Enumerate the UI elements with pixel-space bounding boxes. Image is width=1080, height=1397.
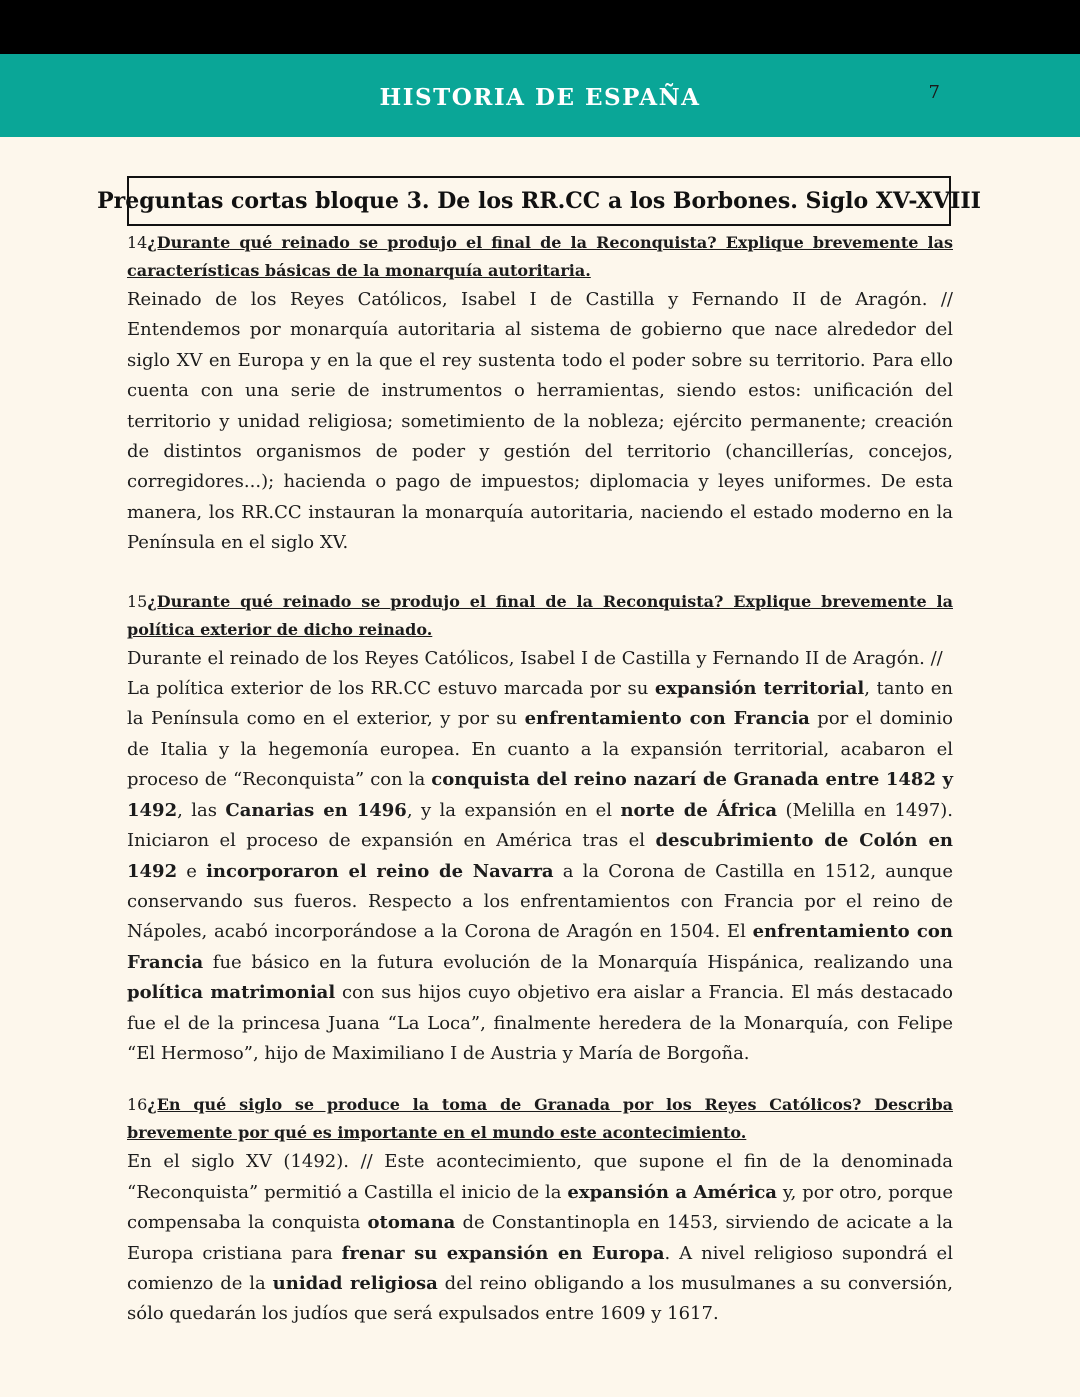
answer-bold-text: política matrimonial	[127, 982, 336, 1004]
answer-bold-text: conquista del reino nazarí de Granada entre 1482 y 1492	[127, 769, 953, 821]
page-content	[127, 229, 953, 1330]
answer-text: a la Corona de Castilla en 1512, aunque conservando sus fueros. Respecto a los enfrentamientos con Francia por el reino de Nápoles, acabó incorporándose a la Corona de Aragón en 1504. El	[127, 860, 953, 943]
answer-text: con sus hijos cuyo objetivo era aislar a Francia. El más destacado fue el de la princesa Juana “La Loca”, finalmente heredera de la Monarquía, con Felipe “El Hermoso”, hijo de Maximiliano I de Austria y María de Borgoña.	[127, 982, 953, 1064]
answer-text: , tanto en la Península como en el exterior, y por su	[127, 678, 953, 730]
answer-bold-text: otomana	[367, 1212, 456, 1234]
answer-text: (Melilla en 1497). Iniciaron el proceso de expansión en América tras el	[127, 799, 954, 852]
top-black-bar	[0, 0, 1080, 54]
question-text: ¿En qué siglo se produce la toma de Granada por los Reyes Católicos? Describa brevemente por qué es importante en el mundo este acontecimiento.	[127, 1095, 953, 1143]
answer-text: por el dominio de Italia y la hegemonía europea. En cuanto a la expansión territorial, acabaron el proceso de “Reconquista” con la	[127, 708, 953, 791]
question-number: 14	[127, 233, 148, 252]
page-header	[0, 54, 1080, 137]
page-number: 7	[928, 82, 940, 103]
answer-text: de Constantinopla en 1453, sirviendo de acicate a la Europa cristiana para	[127, 1212, 953, 1264]
question-number: 15	[127, 591, 148, 611]
answer-bold-text: expansión territorial	[654, 678, 865, 700]
question-15-answer	[127, 674, 953, 1069]
answer-bold-text: unidad religiosa	[272, 1272, 438, 1294]
section-title-box	[97, 176, 981, 226]
question-text: ¿Durante qué reinado se produjo el final de la Reconquista? Explique brevemente las características básicas de la monarquía autoritaria.	[127, 233, 953, 280]
header-title: HISTORIA DE ESPAÑA	[379, 84, 701, 111]
answer-text: En el siglo XV (1492). // Este acontecimiento, que supone el fin de la denominada “Reconquista” permitió a Castilla el inicio de la	[127, 1151, 953, 1203]
question-15-answer-intro: Durante el reinado de los Reyes Católicos, Isabel I de Castilla y Fernando II de Aragón. //	[127, 647, 943, 669]
answer-bold-text: expansión a América	[567, 1181, 777, 1203]
question-16-heading	[127, 1091, 953, 1147]
answer-bold-text: norte de África	[620, 799, 778, 821]
answer-text: La política exterior de los RR.CC estuvo marcada por su	[127, 678, 655, 700]
answer-text: . A nivel religioso supondrá el comienzo de la	[127, 1242, 953, 1294]
answer-text: fue básico en la futura evolución de la Monarquía Hispánica, realizando una	[203, 951, 953, 973]
answer-text: e	[177, 860, 207, 882]
question-14-heading	[127, 229, 953, 285]
question-15-heading	[127, 588, 953, 644]
question-14-answer	[127, 285, 953, 559]
answer-bold-text: Canarias en 1496	[225, 799, 407, 821]
question-16-answer	[127, 1147, 953, 1329]
section-title: Preguntas cortas bloque 3. De los RR.CC a los Borbones. Siglo XV-XVIII	[97, 188, 981, 214]
answer-text: , las	[177, 799, 226, 821]
answer-text: y, por otro, porque compensaba la conquista	[127, 1181, 953, 1234]
answer-text: , y la expansión en el	[406, 799, 621, 821]
answer-bold-text: enfrentamiento con Francia	[524, 708, 810, 730]
answer-text: Reinado de los Reyes Católicos, Isabel I de Castilla y Fernando II de Aragón. // Entendemos por monarquía autoritaria al sistema de gobierno que nace alrededor del siglo XV en Europa y en la que el rey sustenta todo el poder sobre su territorio. Para ello cuenta con una serie de instrumentos o herramientas, siendo estos: unificación del territorio y unidad religiosa; sometimiento de la nobleza; ejército permanente; creación de distintos organismos de poder y gestión del territorio (chancillerías, concejos, corregidores...); hacienda o pago de impuestos; diplomacia y leyes uniformes. De esta manera, los RR.CC instauran la monarquía autoritaria, naciendo el estado moderno en la Península en el siglo XV.	[127, 289, 953, 554]
answer-text: del reino obligando a los musulmanes a su conversión, sólo quedarán los judíos que será expulsados entre 1609 y 1617.	[127, 1272, 954, 1325]
question-number: 16	[127, 1095, 148, 1115]
question-text: ¿Durante qué reinado se produjo el final de la Reconquista? Explique brevemente la política exterior de dicho reinado.	[127, 591, 953, 639]
answer-bold-text: enfrentamiento con Francia	[127, 921, 953, 973]
answer-bold-text: frenar su expansión en Europa	[341, 1242, 665, 1264]
answer-bold-text: incorporaron el reino de Navarra	[206, 860, 554, 882]
answer-bold-text: descubrimiento de Colón en 1492	[127, 830, 953, 882]
